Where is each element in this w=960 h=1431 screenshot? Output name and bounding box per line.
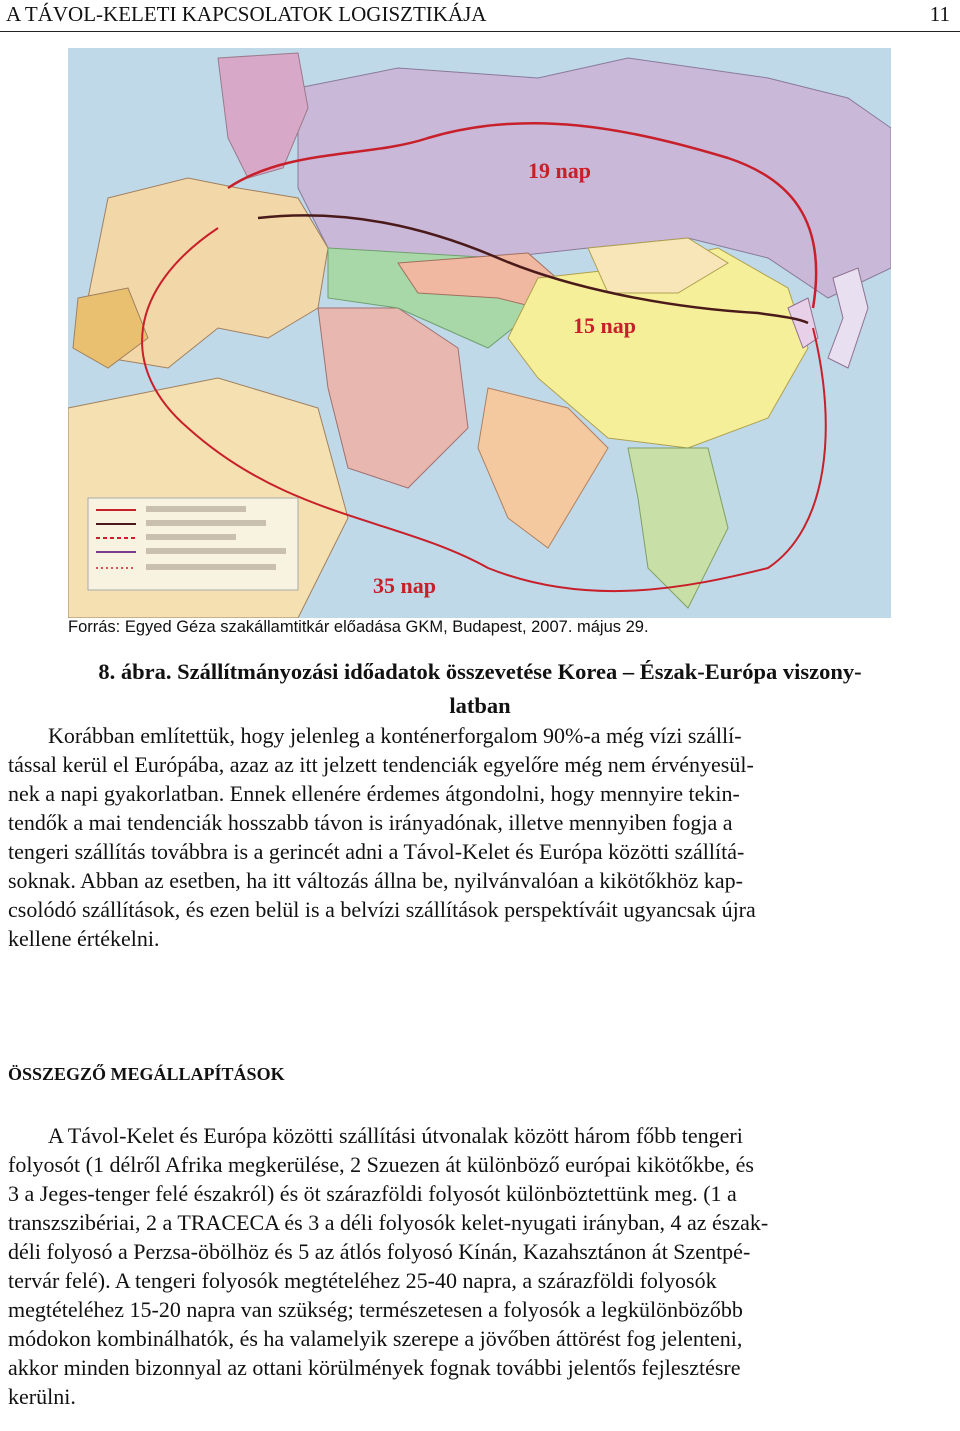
paragraph-line: megtételéhez 15-20 napra van szükség; természetesen a folyosók a legkülönbözőbb — [8, 1297, 743, 1322]
paragraph-line: kellene értékelni. — [8, 926, 160, 951]
label-19-days: 19 nap — [528, 158, 591, 183]
paragraph-line: csolódó szállítások, és ezen belül is a belvízi szállítások perspektíváit ugyancsak újra — [8, 897, 756, 922]
paragraph-line: módokon kombinálhatók, és ha valamelyik szerepe a jövőben áttörést fog jelenteni, — [8, 1326, 743, 1351]
page-header — [0, 0, 960, 32]
section-heading: ÖSSZEGZŐ MEGÁLLAPÍTÁSOK — [8, 1064, 285, 1084]
paragraph-1 — [0, 721, 960, 953]
paragraph-line: déli folyosó a Perzsa-öbölhöz és 5 az átlós folyosó Kínán, Kazahsztánon át Szentpé- — [8, 1239, 751, 1264]
page-number: 11 — [929, 2, 950, 26]
header-rule — [0, 31, 960, 32]
paragraph-line: kerülni. — [8, 1384, 76, 1409]
region-scandinavia — [218, 53, 308, 178]
paragraph-line: 3 a Jeges-tenger felé északról) és öt szárazföldi folyosót különböztettünk meg. (1 a — [8, 1181, 737, 1206]
paragraph-line: tendők a mai tendenciák hosszabb távon is irányadónak, illetve mennyiben fogja a — [8, 810, 733, 835]
paragraph-line: tással kerül el Európába, azaz az itt jelzett tendenciák egyelőre még nem érvényesül- — [8, 752, 754, 777]
region-middle-east — [318, 308, 468, 488]
eurasia-map — [68, 48, 891, 618]
label-15-days: 15 nap — [573, 313, 636, 338]
map-legend — [88, 498, 298, 590]
paragraph-line: Korábban említettük, hogy jelenleg a konténerforgalom 90%-a még vízi szállí- — [48, 723, 742, 748]
figure-caption-line1: 8. ábra. Szállítmányozási időadatok összevetése Korea – Észak-Európa viszony- — [98, 659, 862, 684]
label-35-days: 35 nap — [373, 573, 436, 598]
paragraph-line: nek a napi gyakorlatban. Ennek ellenére érdemes átgondolni, hogy mennyire tekin- — [8, 781, 740, 806]
paragraph-line: folyosót (1 délről Afrika megkerülése, 2 Szuezen át különböző európai kikötőkbe, és — [8, 1152, 754, 1177]
paragraph-line: akkor minden bizonnyal az ottani körülmények fognak további jelentős fejlesztésre — [8, 1355, 741, 1380]
region-southeast-asia — [628, 448, 728, 608]
paragraph-line: transzszibériai, 2 a TRACECA és 3 a déli folyosók kelet-nyugati irányban, 4 az észak- — [8, 1210, 769, 1235]
paragraph-line: soknak. Abban az esetben, ha itt változás állna be, nyilvánvalóan a kikötőkhöz kap- — [8, 868, 743, 893]
paragraph-line: A Távol-Kelet és Európa közötti szállítási útvonalak között három főbb tengeri — [48, 1123, 743, 1148]
paragraph-line: tengeri szállítás továbbra is a gerincét adni a Távol-Kelet és Európa közötti szállítá- — [8, 839, 745, 864]
paragraph-line: tervár felé). A tengeri folyosók megtételéhez 25-40 napra, a szárazföldi folyosók — [8, 1268, 717, 1293]
figure-source: Forrás: Egyed Géza szakállamtitkár előadása GKM, Budapest, 2007. május 29. — [68, 618, 649, 636]
running-title: A TÁVOL-KELETI KAPCSOLATOK LOGISZTIKÁJA — [6, 2, 487, 26]
paragraph-2 — [0, 1121, 960, 1411]
figure-caption-line2: latban — [449, 693, 511, 718]
region-japan — [828, 268, 868, 368]
route-map-figure — [68, 48, 891, 618]
